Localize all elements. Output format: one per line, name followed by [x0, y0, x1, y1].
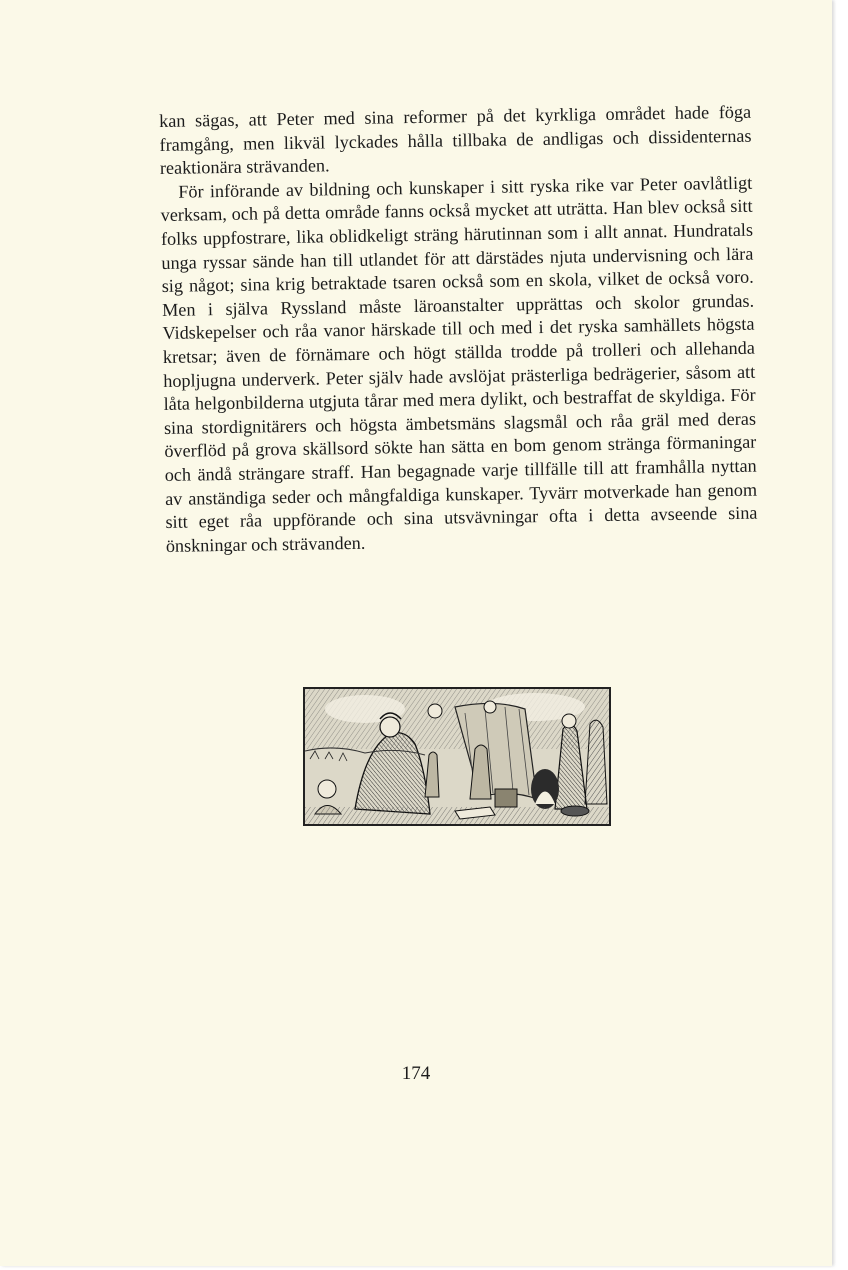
page-number: 174	[401, 1063, 431, 1084]
engraving-vignette	[303, 687, 611, 826]
engraving-illustration	[305, 689, 609, 824]
paragraph-2: För införande av bildning och kunskaper i sitt ryska rike var Peter oavlåtligt verksam, och på detta område fanns också mycket att uträtta. Han blev också sitt folks uppfostrare, lika oblidkeligt sträng härutinnan som i allt annat. Hundratals unga ryssar sände han till utlandet för att därstädes njuta undervisning och lära sig något; sina krig betraktade tsaren också som en skola, vilket de också voro. Men i själva Ryssland måste läroanstalter upprättas och skolor grundas. Vidskepelser och råa vanor härskade till och med i det ryska samhällets högsta kretsar; även de förnämare och högt ställda trodde på trolleri och allehanda hopljugna underverk. Peter själv hade avslöjat prästerliga bedrägerier, såsom att låta helgonbilderna utgjuta tårar med mera dylikt, och bestraffat de skyldiga. För sina stordignitärers och högsta ämbetsmäns slagsmål och råa gräl med deras överflöd på grova skällsord sökte han sätta en bom genom stränga förmaningar och ändå strängare straff. Han begagnade varje tillfälle till att framhålla nyttan av anständiga seder och mångfaldiga kunskaper. Tyvärr motverkade han genom sitt eget råa uppförande och sina utsvävningar ofta i detta avseende sina önskningar och strävanden.	[160, 172, 758, 556]
body-text	[159, 101, 758, 559]
paragraph-1: kan sägas, att Peter med sina reformer på det kyrkliga området hade föga framgång, men likväl lyckades hålla tillbaka de andligas och dissidenternas reaktionära strävanden.	[159, 101, 752, 179]
